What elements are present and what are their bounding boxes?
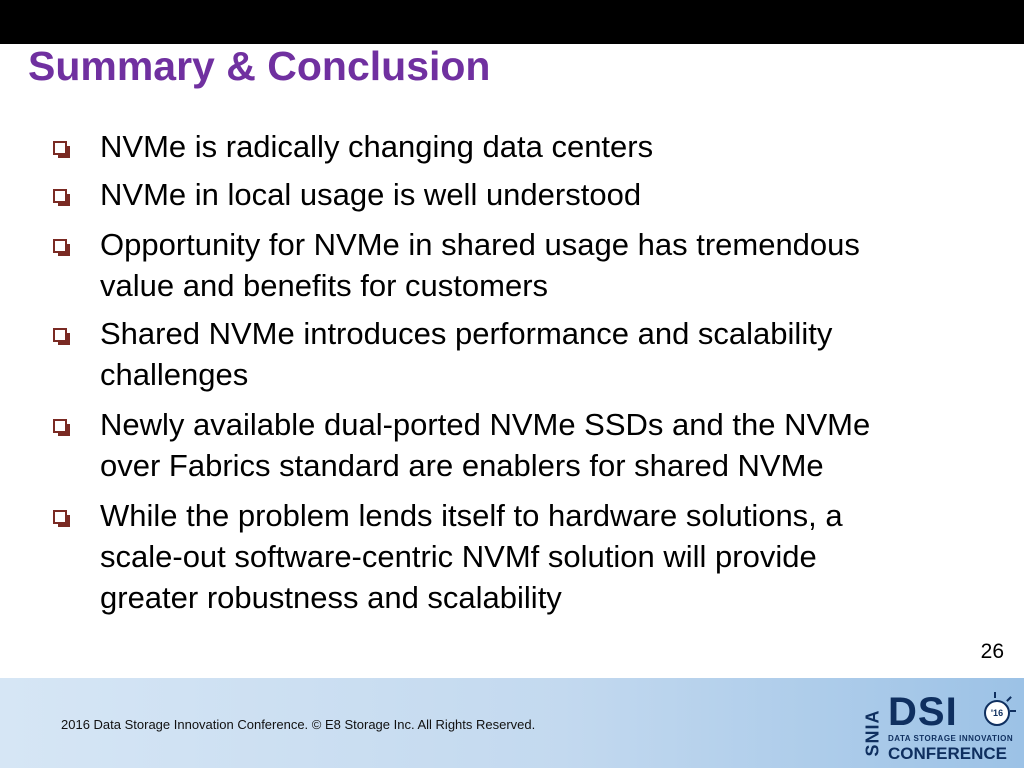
bullet-line: challenges: [100, 357, 249, 392]
dsi-conference-logo: [862, 690, 1022, 768]
slide-title: Summary & Conclusion: [28, 43, 491, 89]
badge-ray-icon: [1010, 710, 1016, 712]
snia-logo-text: [864, 700, 882, 766]
footer-banner: [0, 678, 1024, 768]
copyright-text: 2016 Data Storage Innovation Conference. © E8 Storage Inc. All Rights Reserved.: [61, 717, 536, 732]
snia-label: SNIA: [862, 709, 883, 757]
bullet-line: Newly available dual-ported NVMe SSDs and the NVMe: [100, 407, 871, 442]
logo-conference-text: CONFERENCE: [888, 744, 1008, 763]
bullet-line: scale-out software-centric NVMf solution will provide: [100, 539, 817, 574]
badge-ray-icon: [994, 692, 996, 698]
square-bullet-icon: [53, 328, 67, 342]
bullet-line: Shared NVMe introduces performance and scalability: [100, 316, 833, 351]
bullet-line: NVMe in local usage is well understood: [100, 177, 642, 212]
bullet-line: over Fabrics standard are enablers for shared NVMe: [100, 448, 824, 483]
badge-ray-icon: [1006, 696, 1012, 702]
bullet-text: [100, 174, 980, 215]
bullet-text: [100, 313, 980, 395]
lightbulb-badge-icon: '16: [984, 700, 1010, 726]
dsi-logo-text: DSI: [888, 690, 958, 734]
bullet-text: [100, 224, 980, 306]
bullet-line: While the problem lends itself to hardware solutions, a: [100, 498, 843, 533]
bullet-line: Opportunity for NVMe in shared usage has tremendous: [100, 227, 860, 262]
square-bullet-icon: [53, 239, 67, 253]
square-bullet-icon: [53, 419, 67, 433]
square-bullet-icon: [53, 141, 67, 155]
square-bullet-icon: [53, 189, 67, 203]
square-bullet-icon: [53, 510, 67, 524]
logo-subtitle: DATA STORAGE INNOVATION: [888, 734, 1014, 743]
page-number: 26: [980, 640, 1004, 663]
bullet-text: [100, 126, 980, 167]
bullet-line: NVMe is radically changing data centers: [100, 129, 654, 164]
bullet-line: greater robustness and scalability: [100, 580, 562, 615]
bullet-line: value and benefits for customers: [100, 268, 549, 303]
bullet-text: [100, 404, 980, 486]
bullet-text: [100, 495, 980, 618]
